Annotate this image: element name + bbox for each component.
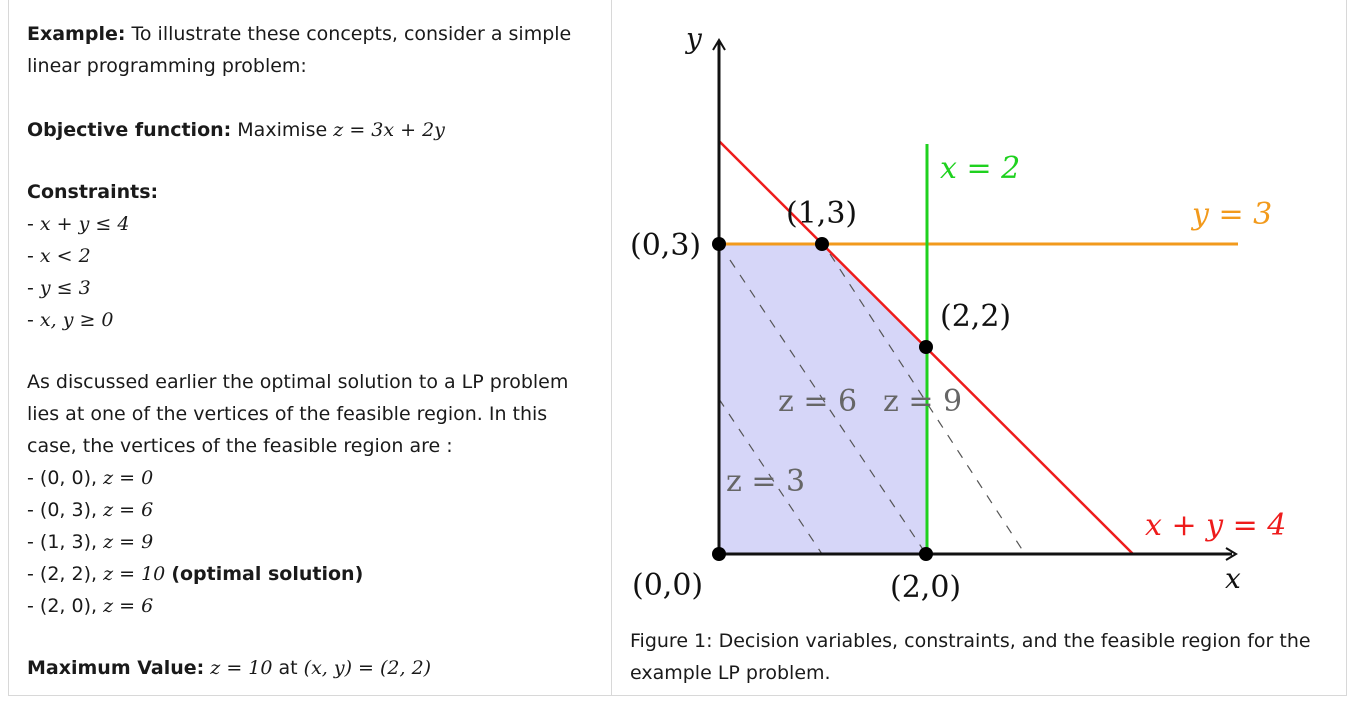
maximum-point: (x, y) = (2, 2) [303, 657, 432, 679]
vertex-item: - (0, 3), z = 6 [27, 499, 154, 521]
label-y-eq-3: y = 3 [1192, 197, 1273, 232]
vertex-value: z = 10 [103, 563, 166, 585]
column-divider [611, 0, 612, 696]
vertex-point: (0, 3), [39, 499, 98, 521]
figure-caption: Figure 1: Decision variables, constraints, and the feasible region for the example LP problem. [630, 630, 1311, 684]
vertex-marker [712, 237, 726, 251]
vertex-point: (1, 3), [39, 531, 98, 553]
constraint-math: y ≤ 3 [39, 277, 91, 299]
constraint-item: - x < 2 [27, 245, 91, 267]
point-label-0-3: (0,3) [630, 228, 702, 263]
vertex-marker [815, 237, 829, 251]
objective-math: z = 3x + 2y [333, 119, 445, 141]
constraint-math: x < 2 [39, 245, 91, 267]
point-label-1-3: (1,3) [786, 196, 858, 231]
intro-paragraph [27, 18, 602, 82]
point-label-0-0: (0,0) [632, 568, 704, 603]
point-label-2-2: (2,2) [940, 299, 1012, 334]
discussion-paragraph: As discussed earlier the optimal solution to a LP problem lies at one of the vertices of the feasible region. In this case, the vertices of the feasible region are : [27, 371, 569, 457]
vertex-point: (2, 2), [39, 563, 98, 585]
x-axis-label: x [1225, 562, 1241, 595]
vertex-item: - (0, 0), z = 0 [27, 467, 154, 489]
y-axis-label: y [686, 22, 702, 55]
isoline-label-z6: z = 6 [778, 384, 858, 419]
constraint-math: x + y ≤ 4 [39, 213, 130, 235]
vertex-marker [712, 547, 726, 561]
vertex-marker [919, 547, 933, 561]
constraint-math: x, y ≥ 0 [39, 309, 114, 331]
label-x-plus-y-eq-4: x + y = 4 [1145, 508, 1287, 543]
objective-text: Maximise [231, 119, 334, 141]
vertex-item: - (1, 3), z = 9 [27, 531, 154, 553]
vertex-item: - (2, 2), z = 10 (optimal solution) [27, 563, 364, 585]
feasible-region-figure [620, 10, 1320, 610]
vertex-point: (2, 0), [39, 595, 98, 617]
point-label-2-0: (2,0) [890, 570, 962, 605]
constraint-item: - x, y ≥ 0 [27, 309, 114, 331]
maximum-at: at [272, 657, 304, 679]
constraint-item: - y ≤ 3 [27, 277, 91, 299]
vertex-marker [919, 340, 933, 354]
intro-text: To illustrate these concepts, consider a simple linear programming problem: [27, 23, 572, 77]
optimal-note: (optimal solution) [171, 563, 364, 585]
isoline-label-z9: z = 9 [883, 384, 963, 419]
intro-label: Example: [27, 23, 126, 45]
text-column [27, 18, 602, 684]
maximum-label: Maximum Value: [27, 657, 205, 679]
vertex-value: z = 6 [103, 499, 154, 521]
maximum-value-line [27, 652, 602, 684]
maximum-z: z = 10 [210, 657, 273, 679]
isoline-label-z3: z = 3 [726, 464, 806, 499]
constraint-item: - x + y ≤ 4 [27, 213, 130, 235]
vertex-value: z = 6 [103, 595, 154, 617]
vertex-point: (0, 0), [39, 467, 98, 489]
constraints-label: Constraints: [27, 181, 159, 203]
constraints-heading [27, 176, 602, 208]
objective-label: Objective function: [27, 119, 232, 141]
objective-line [27, 114, 602, 146]
label-x-eq-2: x = 2 [940, 151, 1021, 186]
vertex-item: - (2, 0), z = 6 [27, 595, 154, 617]
vertex-value: z = 0 [103, 467, 154, 489]
vertex-value: z = 9 [103, 531, 154, 553]
